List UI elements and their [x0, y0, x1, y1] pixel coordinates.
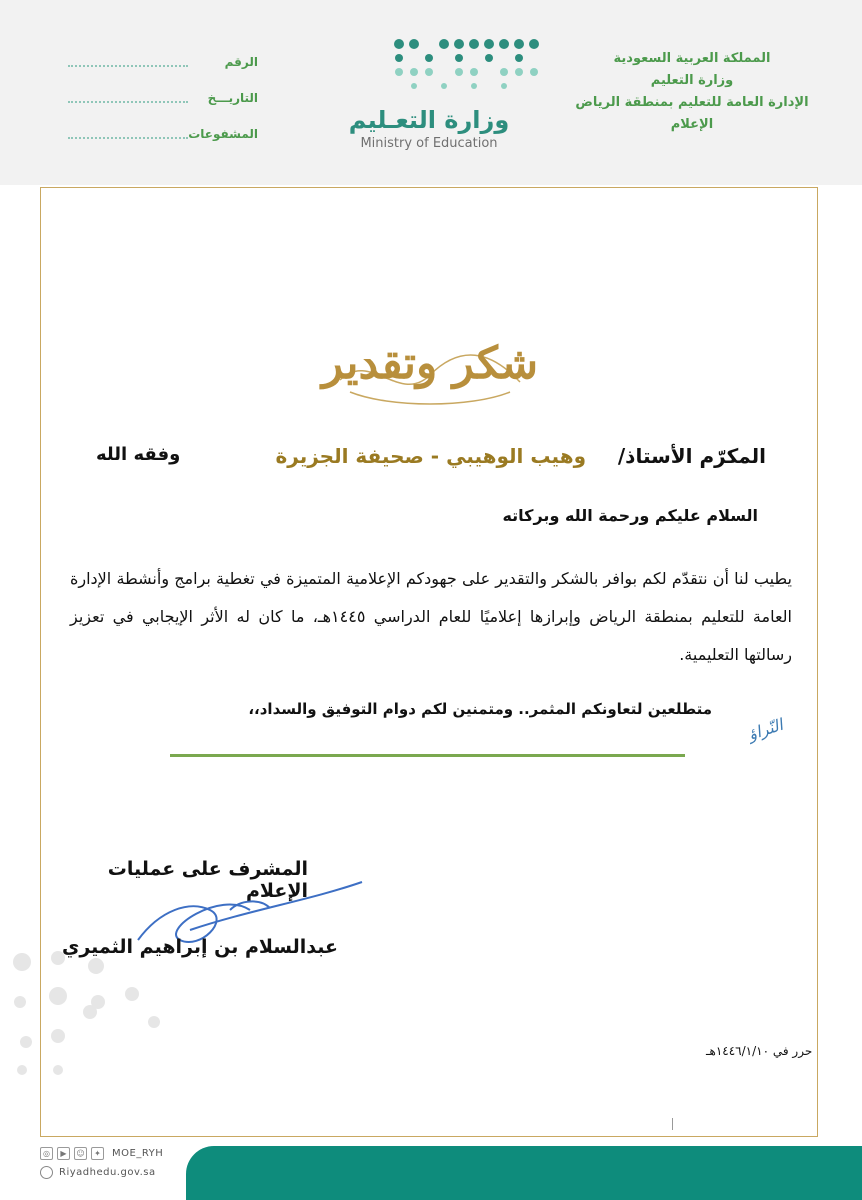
youtube-icon[interactable]: ▶ — [57, 1147, 70, 1160]
attachments-label: المشفوعات — [188, 127, 258, 141]
recipient-line — [96, 444, 766, 474]
attachments-field — [68, 116, 258, 152]
logo-dots-icon — [318, 36, 540, 106]
instagram-icon[interactable]: ◎ — [40, 1147, 53, 1160]
logo-english-text: Ministry of Education — [360, 136, 498, 151]
letter-body: يطيب لنا أن نتقدّم لكم بوافر بالشكر والتقدير على جهودكم الإعلامية المتميزة في تغطية برامج وأنشطة الإدارة العامة للتعليم بمنطقة الرياض وإبرازها إعلاميًا للعام الدراسي ١٤٤٥هـ، ما كان له الأثر الإيجابي في تعزيز رسالتها التعليمية. — [70, 569, 792, 664]
twitter-icon[interactable]: ✦ — [91, 1147, 104, 1160]
social-handle[interactable]: MOE_RYH — [112, 1148, 164, 1159]
signatory-name: عبدالسلام بن إبراهيم الثميري — [61, 936, 338, 958]
reference-fields — [68, 44, 258, 152]
number-line — [68, 65, 188, 67]
institution-line: الإدارة العامة للتعليم بمنطقة الرياض — [575, 95, 809, 110]
website-url[interactable]: Riyadhedu.gov.sa — [59, 1167, 156, 1178]
recipient-name: وهيب الوهيبي - صحيفة الجزيرة — [275, 444, 586, 468]
recipient-title: المكرّم الأستاذ/ — [617, 444, 766, 468]
social-links — [40, 1147, 163, 1160]
date-line — [68, 101, 188, 103]
date-field — [68, 80, 258, 116]
ministry-logo — [318, 36, 540, 156]
letterhead — [0, 0, 862, 185]
number-field — [68, 44, 258, 80]
handwritten-note: النّراؤ — [745, 715, 786, 744]
website-link — [40, 1166, 156, 1179]
closing-line: متطلعين لتعاونكم المثمر.. ومتمنين لكم دوام التوفيق والسداد،، — [248, 700, 712, 718]
number-label: الرقم — [224, 55, 258, 69]
tick-mark — [672, 1118, 673, 1130]
issued-date: حرر في ١٤٤٦/١/١٠هـ — [706, 1044, 813, 1058]
institution-line: المملكة العربية السعودية — [613, 51, 771, 66]
attachments-line — [68, 137, 188, 139]
thanks-heading — [320, 320, 540, 410]
signatory-title: المشرف على عمليات الإعلام — [107, 858, 308, 902]
institution-line: وزارة التعليم — [650, 73, 734, 88]
logo-arabic-text: وزارة التعـليم — [348, 106, 510, 134]
institution-block — [562, 48, 822, 136]
greeting: السلام عليكم ورحمة الله وبركاته — [502, 506, 758, 525]
date-label: التاريـــخ — [207, 91, 258, 105]
thanks-text: شكر وتقدير — [321, 338, 539, 389]
snapchat-icon[interactable]: ☺ — [74, 1147, 87, 1160]
footer-band — [186, 1146, 862, 1200]
divider-line — [170, 754, 685, 757]
institution-line: الإعلام — [670, 117, 714, 132]
recipient-blessing: وفقه الله — [96, 444, 181, 465]
globe-icon — [40, 1166, 53, 1179]
